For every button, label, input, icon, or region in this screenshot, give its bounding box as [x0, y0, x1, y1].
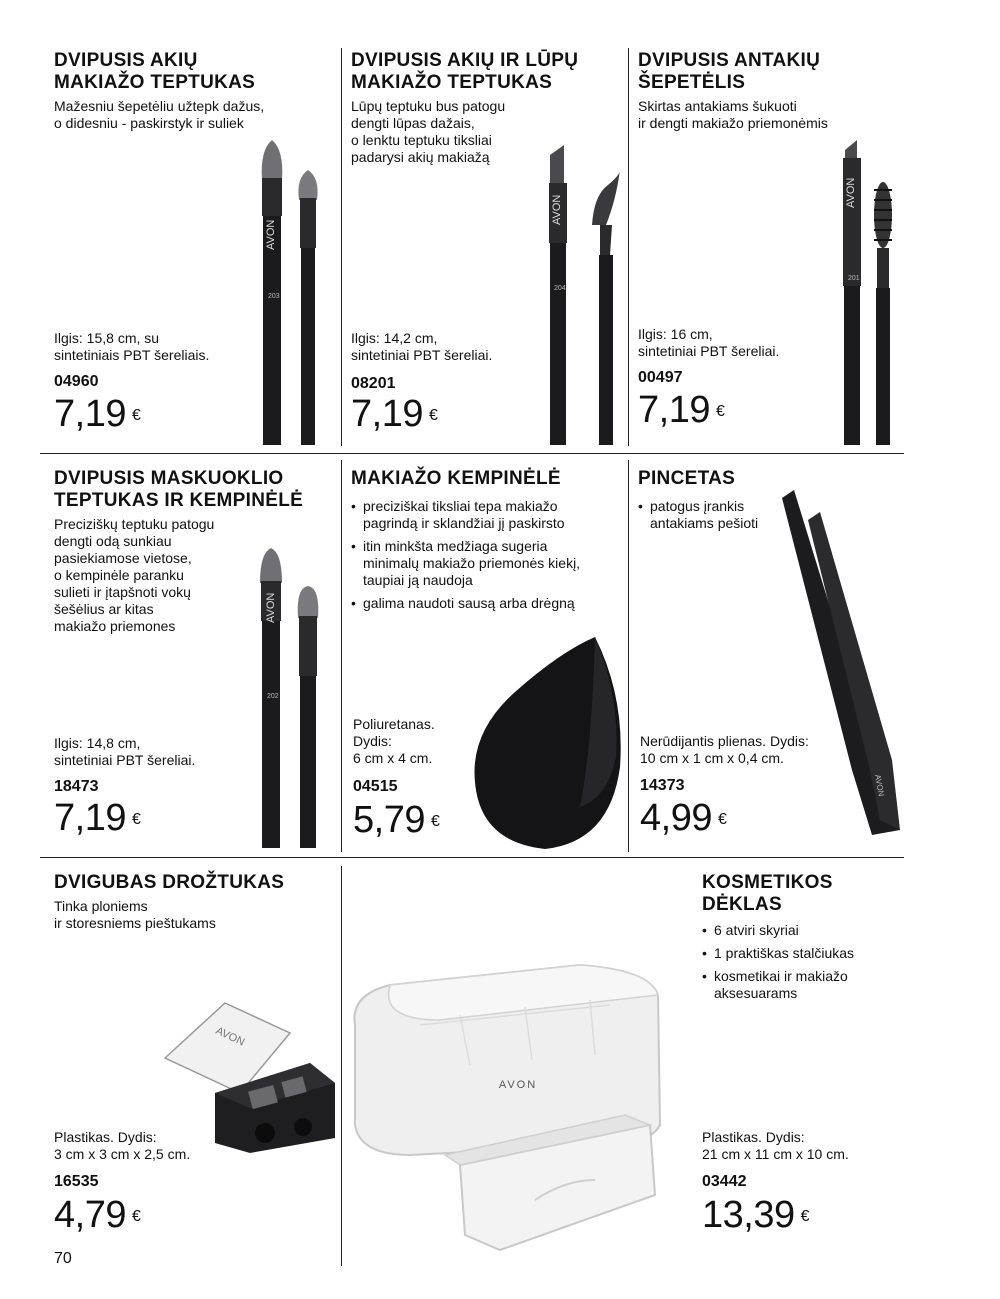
product-title: DVIGUBAS DROŽTUKAS	[54, 872, 285, 893]
product-spec: Poliuretanas. Dydis: 6 cm x 4 cm.	[353, 716, 435, 766]
product-spec: Ilgis: 14,8 cm, sintetiniai PBT šereliai.	[54, 735, 196, 768]
row-divider-1	[40, 453, 904, 454]
product-card-cosmetic-case	[702, 872, 912, 1008]
product-price: 4,99 €	[640, 797, 727, 839]
product-title: DVIPUSIS AKIŲ MAKIAŽO TEPTUKAS	[54, 50, 256, 93]
product-price: 7,19 €	[638, 389, 725, 431]
product-code: 03442	[702, 1173, 747, 1190]
product-title: KOSMETIKOS DĖKLAS	[702, 872, 833, 915]
product-card-eye-brush	[54, 50, 334, 132]
product-title: DVIPUSIS AKIŲ IR LŪPŲ MAKIAŽO TEPTUKAS	[351, 50, 579, 93]
avon-logo: AVON	[213, 1024, 247, 1049]
avon-logo: AVON	[551, 194, 563, 225]
product-title: MAKIAŽO KEMPINĖLĖ	[351, 468, 561, 489]
brush-number: 203	[268, 293, 280, 300]
product-description: Lūpų teptuku bus patogu dengti lūpas dažais, o lenktu teptuku tiksliai padarysi akių makiažą	[351, 98, 506, 165]
product-title: DVIPUSIS MASKUOKLIO TEPTUKAS IR KEMPINĖLĖ	[54, 468, 304, 511]
product-code: 00497	[638, 369, 683, 386]
column-divider-1	[341, 48, 342, 446]
brow-brush-image	[835, 140, 905, 445]
avon-logo: AVON	[873, 773, 886, 798]
product-code: 16535	[54, 1173, 99, 1190]
product-spec: Plastikas. Dydis: 3 cm x 3 cm x 2,5 cm.	[54, 1129, 191, 1162]
product-spec: Ilgis: 15,8 cm, su sintetiniais PBT šereliais.	[54, 330, 210, 363]
product-card-sharpener	[54, 872, 334, 932]
product-price: 7,19 €	[54, 797, 141, 839]
product-code: 04515	[353, 778, 398, 795]
feature-item: • kosmetikai ir makiažo aksesuarams	[702, 968, 912, 1002]
feature-item: • 6 atviri skyriai	[702, 922, 912, 939]
product-price: 5,79 €	[353, 799, 440, 841]
product-spec: Plastikas. Dydis: 21 cm x 11 cm x 10 cm.	[702, 1129, 849, 1162]
feature-item: • 1 praktiškas stalčiukas	[702, 945, 912, 962]
eye-lip-brush-image	[540, 145, 630, 445]
sharpener-image	[165, 1003, 335, 1153]
product-spec: Ilgis: 14,2 cm, sintetiniai PBT šereliai.	[351, 330, 493, 363]
product-description: Skirtas antakiams šukuoti ir dengti makiažo priemonėmis	[638, 98, 828, 131]
eye-brush-image	[250, 140, 330, 445]
product-code: 04960	[54, 373, 99, 390]
tweezers-image	[780, 490, 905, 840]
product-spec: Ilgis: 16 cm, sintetiniai PBT šereliai.	[638, 326, 780, 359]
brush-number: 204	[554, 285, 566, 292]
avon-logo: AVON	[845, 177, 857, 208]
product-description: Tinka ploniems ir storesniems pieštukams	[54, 898, 216, 931]
product-card-brow-brush	[638, 50, 908, 132]
product-title: PINCETAS	[638, 468, 736, 489]
column-divider-3	[341, 460, 342, 852]
product-code: 18473	[54, 778, 99, 795]
sponge-image	[470, 637, 625, 849]
row-divider-2	[40, 857, 904, 858]
feature-item: • patogus įrankis antakiams pešioti	[638, 498, 908, 532]
column-divider-4	[628, 460, 629, 852]
feature-item: • preciziškai tiksliai tepa makiažo pagrindą ir sklandžiai jį paskirsto	[351, 498, 626, 532]
concealer-brush-image	[250, 548, 330, 848]
cosmetic-case-image	[350, 965, 665, 1250]
product-description: Preciziškų teptuku patogu dengti odą sunkiau pasiekiamose vietose, o kempinėle paranku sulieti ir įtapšnoti vokų šešėlius ar kitas makiažo priemones	[54, 516, 215, 634]
feature-list	[702, 922, 912, 1002]
product-price: 7,19 €	[351, 393, 438, 435]
feature-item: • itin minkšta medžiaga sugeria minimalų makiažo priemonės kiekį, taupiai ją naudoja	[351, 538, 626, 589]
product-code: 08201	[351, 375, 396, 392]
feature-item: • galima naudoti sausą arba drėgną	[351, 595, 626, 612]
brush-number: 202	[267, 693, 279, 700]
avon-logo: AVON	[265, 219, 277, 250]
avon-logo: AVON	[265, 592, 277, 623]
page-number: 70	[54, 1250, 72, 1267]
product-spec: Nerūdijantis plienas. Dydis: 10 cm x 1 cm x 0,4 cm.	[640, 733, 809, 766]
brush-number: 201	[848, 275, 860, 282]
product-price: 7,19 €	[54, 393, 141, 435]
product-price: 13,39 €	[702, 1194, 809, 1236]
product-description: Mažesniu šepetėliu užtepk dažus, o didesniu - paskirstyk ir suliek	[54, 98, 265, 131]
column-divider-5	[341, 866, 342, 1266]
product-card-makeup-sponge	[351, 468, 626, 618]
product-title: DVIPUSIS ANTAKIŲ ŠEPETĖLIS	[638, 50, 821, 93]
avon-logo: AVON	[498, 1079, 538, 1091]
product-price: 4,79 €	[54, 1194, 141, 1236]
product-code: 14373	[640, 777, 685, 794]
feature-list	[351, 498, 626, 612]
